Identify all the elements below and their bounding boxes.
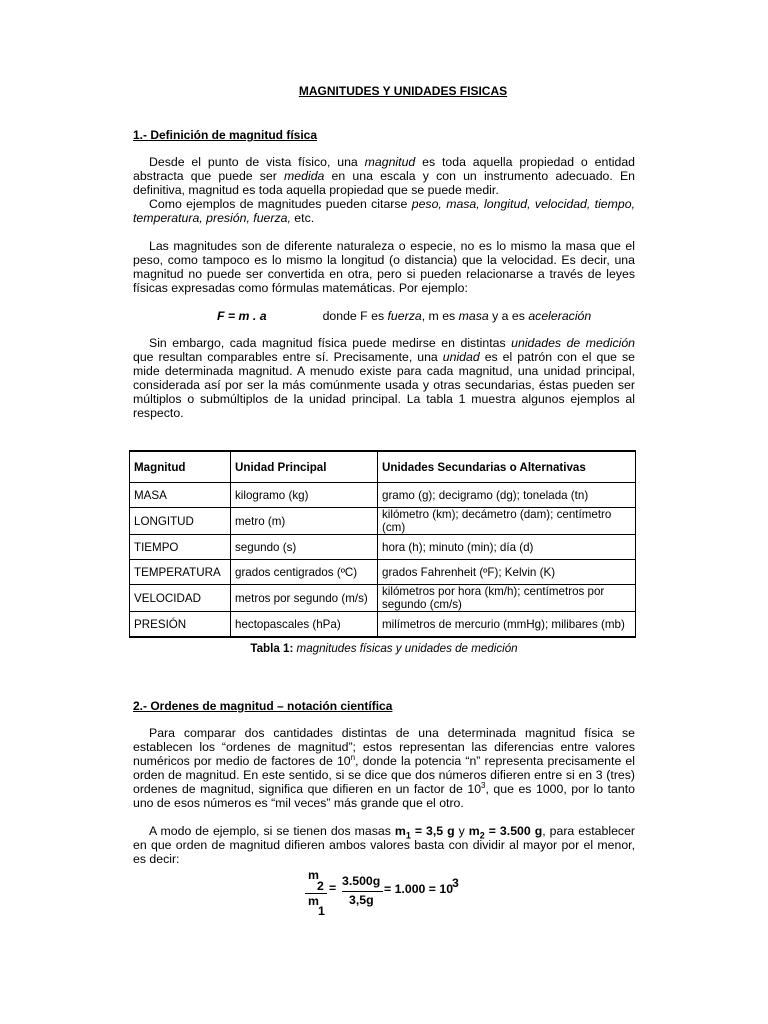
table-cell: TIEMPO (130, 535, 231, 560)
table-cell: grados Fahrenheit (ºF); Kelvin (K) (378, 560, 636, 585)
table-header-cell: Magnitud (130, 451, 231, 483)
ratio-equals: = (329, 881, 337, 895)
table-cell: metros por segundo (m/s) (231, 585, 378, 612)
ratio-result: = 1.000 = 10 (384, 882, 454, 896)
table-cell: hora (h); minuto (min); día (d) (378, 535, 636, 560)
section-1-heading: 1.- Definición de magnitud física (133, 128, 318, 142)
section-2-paragraph-1: Para comparar dos cantidades distintas de una determinada magnitud física se establecen los “ordenes de magnitud”; estos representan las diferencias entre valores numéricos por medio de factores de 10$^n$, donde la potencia “n” representa precisamente el orden de magnitud. En este sentido, si se dice que dos números difieren entre si en 3 (tres) ordenes de magnitud, significa que difieren en un factor de $10^3$, que es 1000, por lo tanto uno de esos números es “mil veces” más grande que el otro. (133, 726, 635, 810)
table-cell: VELOCIDAD (130, 585, 231, 612)
table-cell: MASA (130, 483, 231, 508)
section-1-paragraph-3: Las magnitudes son de diferente naturaleza o especie, no es lo mismo la masa que el peso, como tampoco es lo mismo la longitud (o distancia) que la velocidad. Es decir, una magnitud no puede ser convertida en otra, pero si pueden relacionarse a través de leyes físicas expresadas como fórmulas matemáticas. Por ejemplo: (133, 239, 635, 295)
table-cell: PRESIÓN (130, 612, 231, 638)
section-1-paragraph-4: Sin embargo, cada magnitud física puede medirse en distintas unidades de medición que resultan comparables entre sí. Precisamente, una unidad es el patrón con el que se mide determinada magnitud. A menudo existe para cada magnitud, una unidad principal, considerada así por ser la más comúnmente usada y otras secundarias, éstas pueden ser múltiplos o submúltiplos de la unidad principal. La tabla 1 muestra algunos ejemplos al respecto. (133, 336, 635, 420)
table-cell: kilómetros por hora (km/h); centímetros por segundo (cm/s) (378, 585, 636, 612)
table-header-row (130, 451, 636, 483)
formula-equation: F = m . a (217, 309, 267, 323)
section-2-paragraph-2: A modo de ejemplo, si se tienen dos masas $m_1 = 3,5$ g y $m_2 = 3.500$ g, para establecer en que orden de magnitud difieren ambos valores basta con dividir al mayor por el menor, es decir: (133, 824, 636, 866)
table-row (130, 612, 636, 638)
table-cell: grados centigrados (ºC) (231, 560, 378, 585)
table-cell: TEMPERATURA (130, 560, 231, 585)
ratio-m-top: m (308, 868, 319, 882)
table-cell: kilómetro (km); decámetro (dam); centímetro (cm) (378, 508, 636, 535)
table-caption: Tabla 1: magnitudes físicas y unidades de medición (250, 642, 518, 655)
table-row (130, 483, 636, 508)
table-cell: gramo (g); decigramo (dg); tonelada (tn) (378, 483, 636, 508)
table-cell: hectopascales (hPa) (231, 612, 378, 638)
table-cell: segundo (s) (231, 535, 378, 560)
ratio-sub-top: 2 (317, 879, 324, 893)
table-cell: kilogramo (kg) (231, 483, 378, 508)
table-header-cell: Unidad Principal (231, 451, 378, 483)
section-1-paragraph-2: Como ejemplos de magnitudes pueden citarse peso, masa, longitud, velocidad, tiempo, temperatura, presión, fuerza, etc. (133, 197, 635, 225)
ratio-numerator: 3.500g (342, 874, 381, 888)
table-row (130, 585, 636, 612)
formula-line: F = m . a donde F es fuerza, m es masa y a es aceleración (217, 309, 592, 323)
ratio-denominator: 3,5g (349, 893, 374, 907)
ratio-exponent: 3 (452, 876, 459, 890)
document-title: MAGNITUDES Y UNIDADES FISICAS (298, 84, 508, 98)
table-row (130, 535, 636, 560)
section-1-paragraph-1: Desde el punto de vista físico, una magnitud es toda aquella propiedad o entidad abstracta que puede ser medida en una escala y con un instrumento adecuado. En definitiva, magnitud es toda aquella propiedad que se puede medir. Como ejemplos de magnitudes pueden citarse peso, masa, longitud, velocidad, tiempo, temperatura, presión, fuerza, etc. (133, 155, 635, 225)
section-2-heading: 2.- Ordenes de magnitud – notación científica (133, 699, 393, 713)
table-header-cell: Unidades Secundarias o Alternativas (378, 451, 636, 483)
table-cell: LONGITUD (130, 508, 231, 535)
ratio-m-bottom: m (308, 894, 319, 908)
table-row (130, 508, 636, 535)
ratio-sub-bottom: 1 (318, 904, 325, 918)
table-row (130, 560, 636, 585)
units-table (129, 450, 636, 638)
table-cell: milímetros de mercurio (mmHg); milibares (mb) (378, 612, 636, 638)
ratio-right-fraction-line (342, 891, 383, 892)
table-cell: metro (m) (231, 508, 378, 535)
